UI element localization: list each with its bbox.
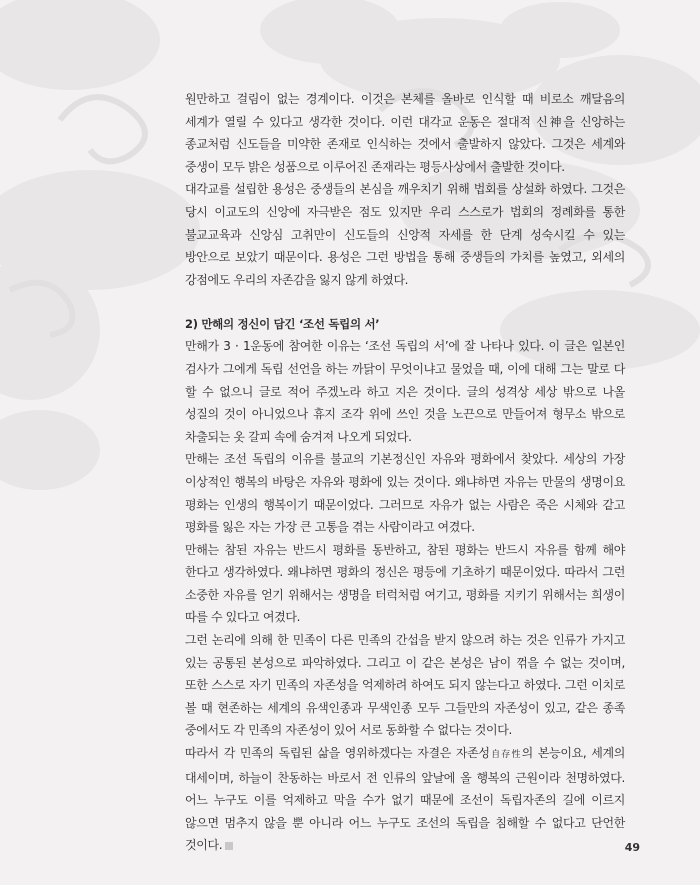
- paragraph: 만해는 조선 독립의 이유를 불교의 기본정신인 자유와 평화에서 찾았다. 세상의 가장 이상적인 행복의 바탕은 자유와 평화에 있는 것이다. 왜냐하면 자유는 만물의 생명이요 평화는 인생의 행복이기 때문이었다. 그러므로 자유가 없는 사람은 죽은 시체와 같고 평화를 잃은 자는 가장 큰 고통을 겪는 사람이라고 여겼다.: [185, 452, 625, 535]
- paragraph: 만해가 3 · 1운동에 참여한 이유는 ‘조선 독립의 서’에 잘 나타나 있다. 이 글은 일본인 검사가 그에게 독립 선언을 하는 까닭이 무엇이냐고 물었을 때, 이에 대해 그는 말로 다 할 수 없으니 글로 적어 주겠노라 하고 지은 것이다. 글의 성격상 세상 밖으로 나올 성질의 것이 아니었으나 휴지 조각 위에 쓰인 것을 노끈으로 만들어져 형무소 밖으로 차출되는 옷 갈피 속에 숨겨져 나오게 되었다.: [185, 339, 625, 444]
- end-mark-icon: [225, 842, 233, 850]
- paragraph: 그런 논리에 의해 한 민족이 다른 민족의 간섭을 받지 않으려 하는 것은 인류가 가지고 있는 공통된 본성으로 파악하였다. 그리고 이 같은 본성은 남이 꺾을 수 없는 것이며, 또한 스스로 자기 민족의 자존성을 억제하려 하여도 되지 않는다고 하였다. 그런 이치로 볼 때 현존하는 세계의 유색인종과 무색인종 모두 그들만의 자존성이 있고, 같은 종족 중에서도 각 민족의 자존성이 있어 서로 동화할 수 없다는 것이다.: [185, 633, 625, 738]
- paragraph: 만해는 참된 자유는 반드시 평화를 동반하고, 참된 평화는 반드시 자유를 함께 해야 한다고 생각하였다. 왜냐하면 평화의 정신은 평등에 기초하기 때문이었다. 따라서 그런 소중한 자유를 얻기 위해서는 생명을 터럭처럼 여기고, 평화를 지키기 위해서는 희생이 따를 수 있다고 여겼다.: [185, 542, 625, 625]
- paragraph-text-after: 의 본능이요, 세계의 대세이며, 하늘이 찬동하는 바로서 전 인류의 앞날에 올 행복의 근원이라 천명하였다. 어느 누구도 이를 억제하고 막을 수가 없기 때문에 조선이 독립자존의 길에 이르지 않으면 멈추지 않을 뿐 아니라 어느 누구도 조선의 독립을 침해할 수 없다고 단언한 것이다.: [185, 746, 625, 853]
- paragraph: 대각교를 설립한 용성은 중생들의 본심을 깨우치기 위해 법회를 상설화 하였다. 그것은 당시 이교도의 신앙에 자극받은 점도 있지만 우리 스스로가 법회의 정례화를 통한 불교교육과 신앙심 고취만이 신도들의 신앙적 자세를 한 단계 성숙시킬 수 있는 방안으로 보았기 때문이다. 용성은 그런 방법을 통해 중생들의 가치를 높였고, 외세의 강점에도 우리의 자존감을 잃지 않게 하였다.: [185, 182, 625, 287]
- page-number: 49: [624, 841, 640, 854]
- article-body: [185, 88, 625, 857]
- paragraph-last: [185, 742, 625, 857]
- paragraph-text-before: 따라서 각 민족의 독립된 삶을 영위하겠다는 자결은 자존성: [185, 746, 490, 761]
- hanja-annotation: 自存性: [489, 750, 522, 761]
- section-heading: 2) 만해의 정신이 담긴 ‘조선 독립의 서’: [185, 317, 380, 332]
- paragraph: 원만하고 걸림이 없는 경계이다. 이것은 본체를 올바로 인식할 때 비로소 깨달음의 세계가 열릴 수 있다고 생각한 것이다. 이런 대각교 운동은 절대적 신神을 신앙하는 종교처럼 신도들을 미약한 존재로 인식하는 것에서 출발하지 않았다. 그것은 세계와 중생이 모두 밝은 성품으로 이루어진 존재라는 평등사상에서 출발한 것이다.: [185, 92, 625, 174]
